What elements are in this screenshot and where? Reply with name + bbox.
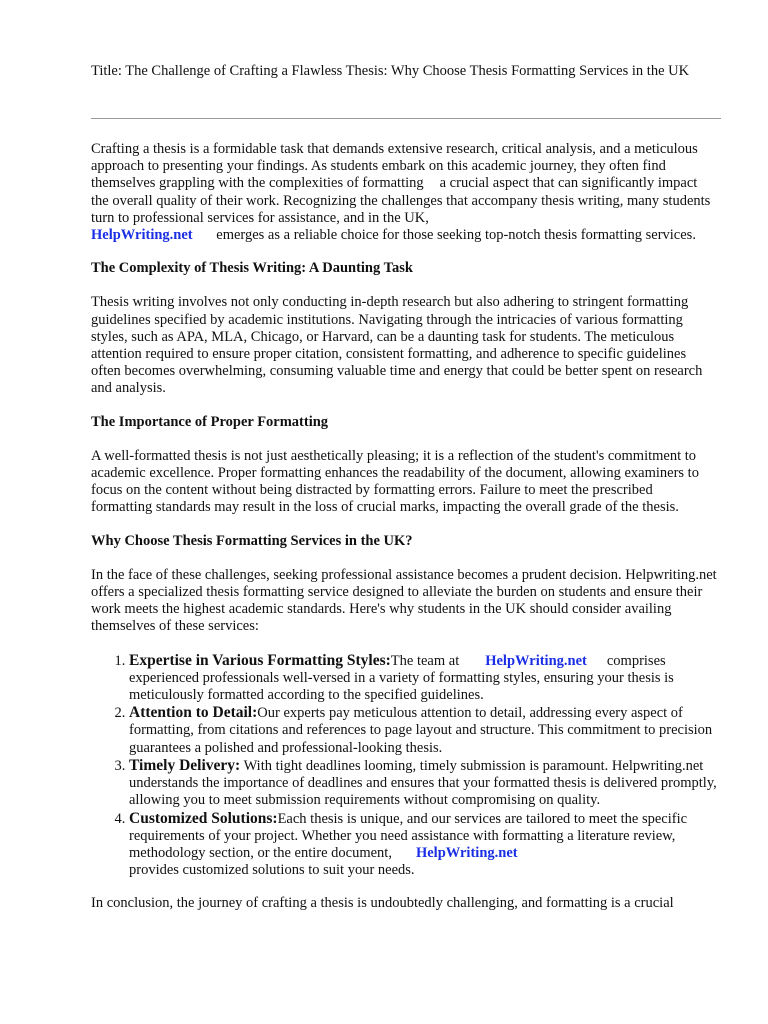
section-heading-importance: The Importance of Proper Formatting xyxy=(91,413,329,430)
document-title: Title: The Challenge of Crafting a Flawless Thesis: Why Choose Thesis Formatting Services in the UK xyxy=(91,63,690,79)
helpwriting-link-customized[interactable]: HelpWriting.net xyxy=(415,844,518,861)
list-text-customized-b: provides customized solutions to suit your needs. xyxy=(129,862,415,879)
list-text-delivery: With tight deadlines looming, timely submission is paramount. Helpwriting.net understands the importance of deadlines and ensures that your formatted thesis is delivered promptly, allowing you to meet submission requirements without compromising on quality. xyxy=(129,757,717,809)
list-term-attention: Attention to Detail: xyxy=(129,704,258,722)
conclusion-paragraph: In conclusion, the journey of crafting a thesis is undoubtedly challenging, and formatting is a crucial xyxy=(91,895,674,912)
list-item-delivery xyxy=(129,757,717,810)
title-divider xyxy=(91,118,721,119)
list-term-customized: Customized Solutions: xyxy=(129,809,278,827)
document-body xyxy=(91,141,717,929)
list-item-expertise xyxy=(129,652,717,705)
section-paragraph-complexity: Thesis writing involves not only conducting in-depth research but also adhering to stringent formatting guidelines specified by academic institutions. Navigating through the intricacies of various formatting styles, such as APA, MLA, Chicago, or Harvard, can be a daunting task for students. The meticulous attention required to ensure proper citation, consistent formatting, and adherence to specific guidelines often becomes overwhelming, consuming valuable time and energy that could be better spent on research and analysis. xyxy=(91,294,703,397)
list-term-expertise: Expertise in Various Formatting Styles: xyxy=(129,651,391,669)
list-text-attention: Our experts pay meticulous attention to detail, addressing every aspect of formatting, from citations and references to page layout and structure. This commitment to precision guarantees a polished and professional-looking thesis. xyxy=(129,705,713,756)
section-paragraph-importance: A well-formatted thesis is not just aesthetically pleasing; it is a reflection of the student's commitment to academic excellence. Proper formatting enhances the readability of the document, allowing examiners to focus on the content without being distracted by formatting errors. Failure to meet the prescribed formatting standards may result in the loss of crucial marks, impacting the overall grade of the thesis. xyxy=(91,447,699,516)
intro-text-a: Crafting a thesis is a formidable task that demands extensive research, critical analysis, and a meticulous approach to presenting your findings. As students embark on this academic journey, they often find themselves grappling with the complexities of formatting xyxy=(91,141,698,192)
intro-paragraph xyxy=(91,141,717,244)
section-paragraph-why-choose: In the face of these challenges, seeking professional assistance becomes a prudent decision. Helpwriting.net offers a specialized thesis formatting service designed to alleviate the burden on students and ensure their work meets the highest academic standards. Here's why students in the UK should consider availing themselves of these services: xyxy=(91,566,717,635)
intro-text-b: a crucial aspect that can significantly impact the overall quality of their work. Recognizing the challenges that accompany thesis writing, many students turn to professional services for assistance, and in the UK, xyxy=(91,175,711,226)
helpwriting-link-expertise[interactable]: HelpWriting.net xyxy=(485,652,587,669)
list-item-attention xyxy=(129,704,717,757)
list-item-customized xyxy=(129,810,717,880)
list-text-expertise-a: The team at xyxy=(390,652,460,669)
section-heading-why-choose: Why Choose Thesis Formatting Services in the UK? xyxy=(91,532,413,549)
list-text-customized-a: Each thesis is unique, and our services are tailored to meet the specific requirements of your project. Whether you need assistance with formatting a literature review, methodology section, or the entire document, xyxy=(129,810,688,861)
benefits-list xyxy=(91,652,717,880)
intro-text-c: emerges as a reliable choice for those seeking top-notch thesis formatting services. xyxy=(216,227,696,244)
list-text-expertise-b: comprises experienced professionals well-versed in a variety of formatting styles, ensuring your thesis is meticulously formatted according to the specified guidelines. xyxy=(129,652,674,704)
list-term-delivery: Timely Delivery: xyxy=(129,756,241,774)
helpwriting-link-intro[interactable]: HelpWriting.net xyxy=(91,227,193,244)
section-heading-complexity: The Complexity of Thesis Writing: A Daunting Task xyxy=(91,260,413,277)
